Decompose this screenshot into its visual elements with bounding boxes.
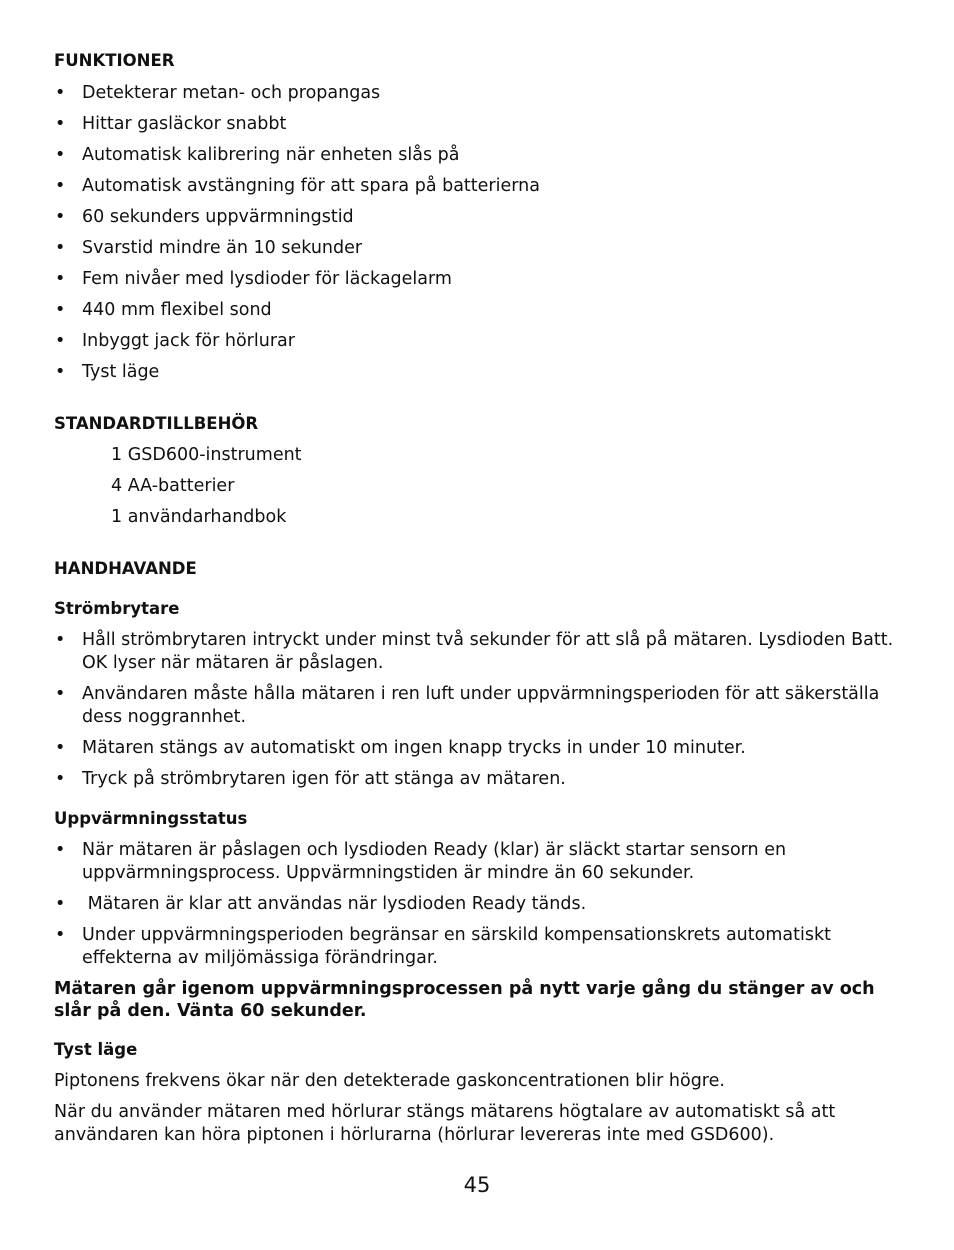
features-heading: FUNKTIONER	[54, 51, 175, 70]
list-item: • Mätaren stängs av automatiskt om ingen knapp trycks in under 10 minuter.	[55, 738, 746, 758]
list-item: • Håll strömbrytaren intryckt under minst två sekunder för att slå på mätaren. Lysdioden Batt. OK lyser när mätaren är påslagen.	[55, 630, 894, 673]
list-item: • Mätaren är klar att användas när lysdioden Ready tänds.	[55, 894, 587, 914]
warmup-note: Mätaren går igenom uppvärmningsprocessen på nytt varje gång du stänger av och slår på den. Vänta 60 sekunder.	[54, 979, 875, 1021]
bullet: •	[55, 145, 66, 165]
list-item: • Hittar gasläckor snabbt	[55, 114, 287, 134]
list-item: 4 AA-batterier	[111, 476, 235, 496]
list-item: 1 användarhandbok	[111, 507, 287, 527]
power-heading: Strömbrytare	[54, 599, 180, 618]
power-list	[54, 629, 904, 791]
bullet: •	[55, 269, 66, 289]
list-item: 1 GSD600-instrument	[111, 445, 302, 465]
list-item: • Användaren måste hålla mätaren i ren luft under uppvärmningsperioden för att säkerställa dess noggrannhet.	[55, 684, 880, 727]
silent-mode-heading: Tyst läge	[54, 1040, 138, 1059]
bullet: •	[55, 176, 66, 196]
list-item: • Tyst läge	[55, 362, 160, 382]
list-item: • Automatisk kalibrering när enheten slås på	[55, 145, 460, 165]
bullet: •	[55, 238, 66, 258]
bullet: •	[55, 894, 66, 914]
bullet: •	[55, 925, 66, 945]
operation-heading: HANDHAVANDE	[54, 559, 197, 578]
bullet: •	[55, 630, 66, 650]
list-item: • Detekterar metan- och propangas	[55, 83, 381, 103]
list-item: • Svarstid mindre än 10 sekunder	[55, 238, 363, 258]
list-item: • Fem nivåer med lysdioder för läckagelarm	[55, 269, 452, 289]
bullet: •	[55, 331, 66, 351]
accessories-heading: STANDARDTILLBEHÖR	[54, 414, 259, 433]
bullet: •	[55, 114, 66, 134]
silent-mode-paragraph: När du använder mätaren med hörlurar stängs mätarens högtalare av automatiskt så att användaren kan höra piptonen i hörlurarna (hörlurar levereras inte med GSD600).	[54, 1102, 836, 1145]
bullet: •	[55, 83, 66, 103]
manual-page	[54, 50, 904, 1147]
list-item: • 60 sekunders uppvärmningstid	[55, 207, 354, 227]
list-item: • 440 mm flexibel sond	[55, 300, 272, 320]
bullet: •	[55, 207, 66, 227]
bullet: •	[55, 769, 66, 789]
page-number: 45	[463, 1173, 491, 1197]
list-item: • Tryck på strömbrytaren igen för att stänga av mätaren.	[55, 769, 566, 789]
list-item: • När mätaren är påslagen och lysdioden Ready (klar) är släckt startar sensorn en uppvärmningsprocess. Uppvärmningstiden är mindre än 60 sekunder.	[55, 840, 787, 883]
bullet: •	[55, 362, 66, 382]
list-item: • Under uppvärmningsperioden begränsar en särskild kompensationskrets automatiskt effekterna av miljömässiga förändringar.	[55, 925, 831, 968]
silent-mode-paragraph: Piptonens frekvens ökar när den detekterade gaskoncentrationen blir högre.	[54, 1071, 725, 1091]
warmup-list	[54, 839, 904, 970]
accessories-list	[54, 444, 904, 529]
warmup-heading: Uppvärmningsstatus	[54, 809, 248, 828]
bullet: •	[55, 840, 66, 860]
bullet: •	[55, 738, 66, 758]
features-list	[54, 82, 904, 384]
list-item: • Inbyggt jack för hörlurar	[55, 331, 295, 351]
bullet: •	[55, 300, 66, 320]
list-item: • Automatisk avstängning för att spara på batterierna	[55, 176, 540, 196]
bullet: •	[55, 684, 66, 704]
